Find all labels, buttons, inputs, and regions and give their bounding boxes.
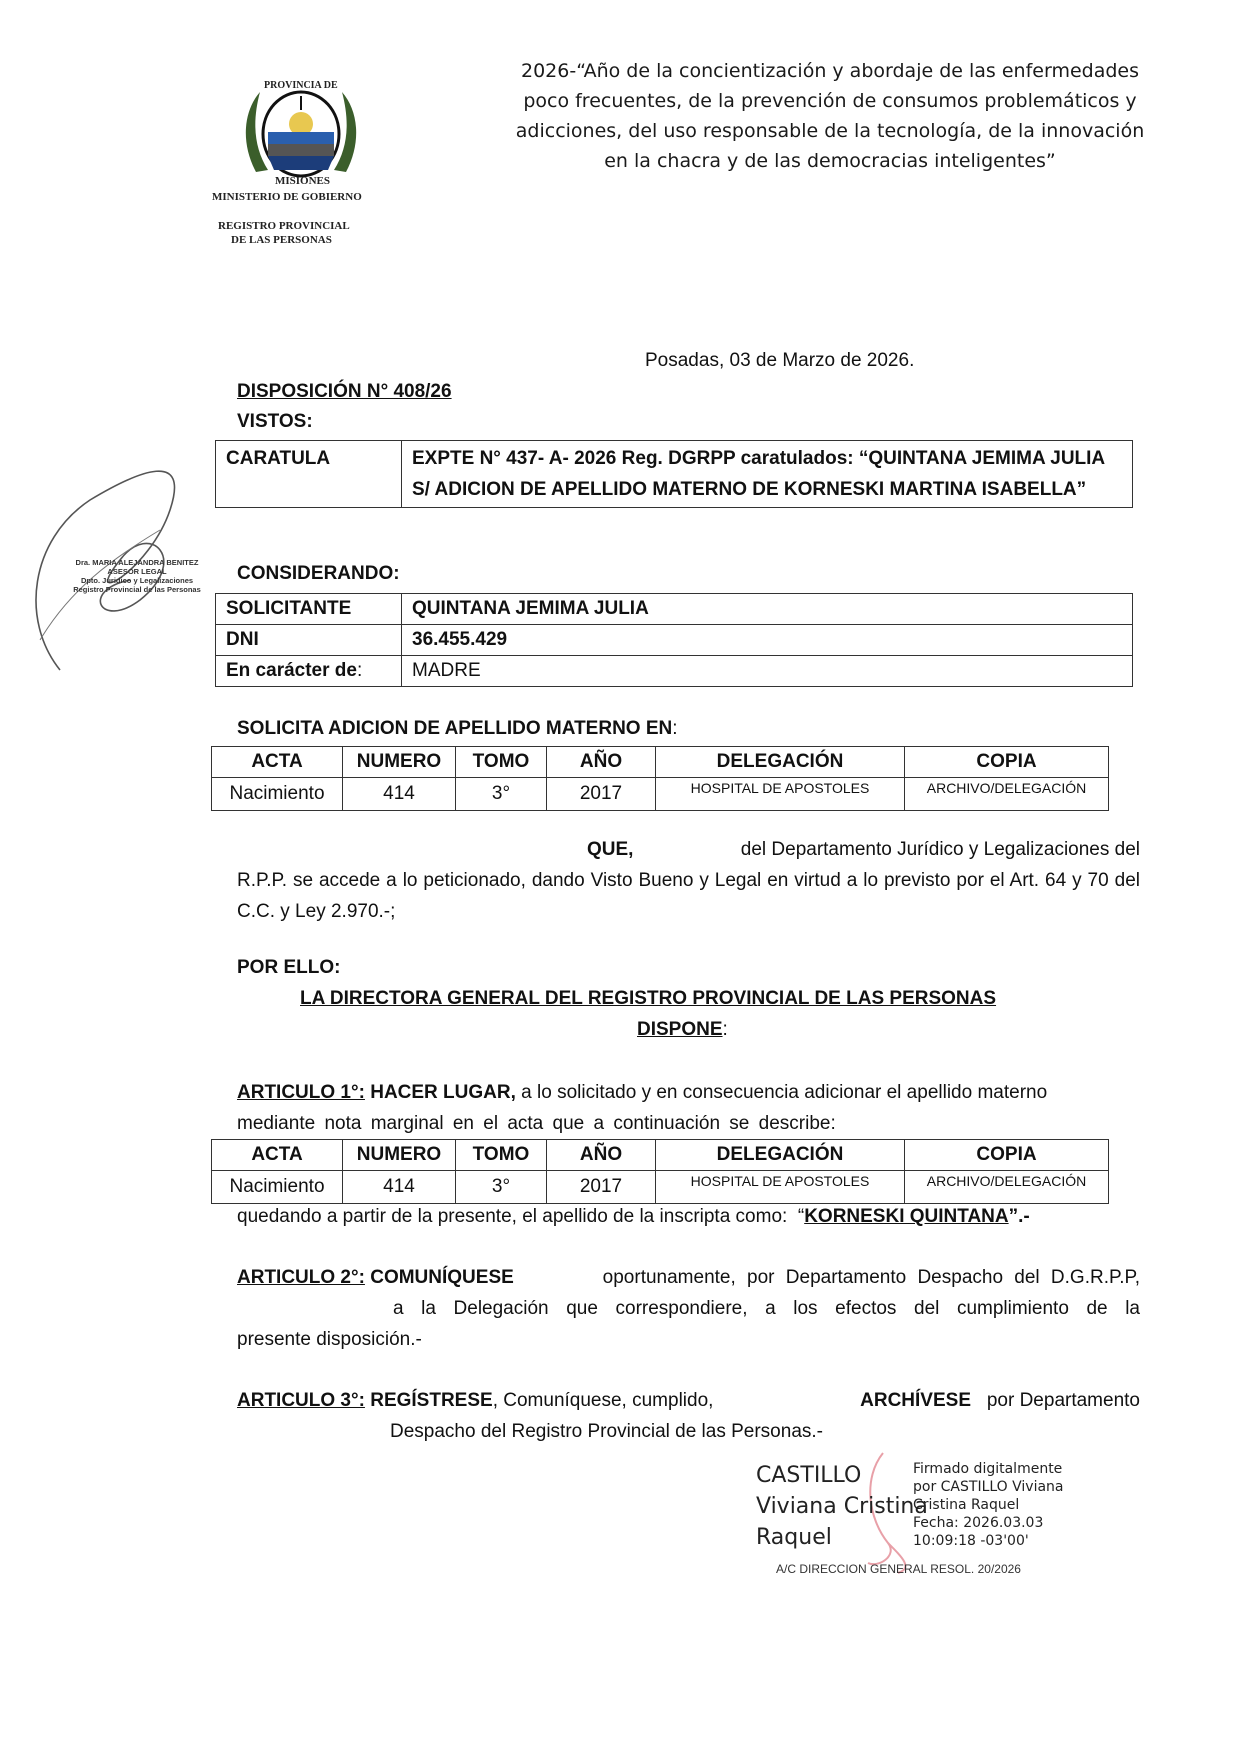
directora-line: LA DIRECTORA GENERAL DEL REGISTRO PROVINCIAL DE LAS PERSONAS [300, 988, 997, 1009]
col-delegacion: DELEGACIÓN [656, 747, 905, 778]
signer-name-line: CASTILLO [756, 1463, 862, 1488]
articulo2-label: ARTICULO 2°: [237, 1267, 365, 1288]
solicita-colon: : [672, 718, 678, 739]
considerando-table [215, 593, 1133, 687]
province-seal [238, 82, 364, 190]
cell-tomo: 3° [456, 778, 547, 811]
signer-name [756, 1460, 928, 1553]
articulo3-text2: por Departamento [986, 1390, 1140, 1411]
col-anio: AÑO [547, 747, 656, 778]
acta-table-articulo1 [211, 1139, 1109, 1204]
motto-line: adicciones, del uso responsable de la tecnología, de la innovación [515, 120, 1145, 142]
caracter-colon: : [356, 660, 363, 681]
articulo1-label: ARTICULO 1°: [237, 1082, 365, 1103]
solicitante-label: SOLICITANTE [216, 594, 402, 625]
stamp-line: Dpto. Juridico y Legalizaciones [80, 576, 194, 585]
articulo1-text2: mediante nota marginal en el acta que a continuación se describe: [237, 1113, 836, 1134]
col-numero: NUMERO [343, 747, 456, 778]
por-ello: POR ELLO: [237, 957, 341, 978]
year-motto [500, 56, 1160, 176]
stamp-line: Dra. MARIA ALEJANDRA BENITEZ [75, 558, 199, 567]
cell-delegacion: HOSPITAL DE APOSTOLES [656, 778, 905, 811]
que-first-line [587, 834, 1140, 865]
signer-name-line: Viviana Cristina [756, 1494, 928, 1519]
signer-name-line: Raquel [756, 1525, 832, 1550]
solicita-text: SOLICITA ADICION DE APELLIDO MATERNO EN [237, 718, 673, 739]
articulo3-line1 [237, 1385, 1140, 1416]
cell-anio: 2017 [547, 1171, 656, 1204]
dispone-word: DISPONE [637, 1019, 723, 1040]
caracter-label: En carácter de [226, 660, 357, 681]
que-keyword: QUE, [587, 839, 634, 860]
que-text-first: del Departamento Jurídico y Legalizaciones del [740, 839, 1140, 860]
table-row [216, 625, 1133, 656]
cell-tomo: 3° [456, 1171, 547, 1204]
articulo3-text1: , Comuníquese, cumplido, [492, 1390, 714, 1411]
table-row [216, 656, 1133, 687]
date-line: Posadas, 03 de Marzo de 2026. [645, 350, 915, 371]
solicitante-value: QUINTANA JEMIMA JULIA [402, 594, 1133, 625]
motto-line: poco frecuentes, de la prevención de consumos problemáticos y [523, 90, 1137, 112]
table-row [216, 594, 1133, 625]
open-quote: “ [797, 1206, 805, 1227]
articulo2-text1: oportunamente, por Departamento Despacho del D.G.R.P.P, [602, 1267, 1140, 1288]
signature-footer: A/C DIRECCION GENERAL RESOL. 20/2026 [776, 1562, 1021, 1576]
solicita-heading [237, 718, 678, 740]
registry-name-line2: DE LAS PERSONAS [231, 234, 332, 246]
articulo1-result [237, 1201, 1140, 1232]
cell-numero: 414 [343, 1171, 456, 1204]
seal-text-bottom: MISIONES [275, 175, 331, 187]
caracter-cell [216, 656, 402, 687]
cell-copia: ARCHIVO/DELEGACIÓN [905, 778, 1109, 811]
table-row [212, 1171, 1109, 1204]
motto-line: en la chacra y de las democracias inteligentes” [604, 150, 1056, 172]
considerando-label: CONSIDERANDO: [237, 563, 400, 584]
caratula-table [215, 440, 1133, 508]
que-text-rest: R.P.P. se accede a lo peticionado, dando Visto Bueno y Legal en virtud a lo previsto por el Art. 64 y 70 del C.C. y Ley 2.970.-; [237, 870, 1140, 922]
articulo3-label: ARTICULO 3°: [237, 1390, 365, 1411]
articulo3-keyword1: REGÍSTRESE [370, 1390, 493, 1411]
disposition-number: DISPOSICIÓN N° 408/26 [237, 381, 452, 402]
cell-acta: Nacimiento [212, 1171, 343, 1204]
caratula-label: CARATULA [216, 441, 402, 508]
vistos-label: VISTOS: [237, 411, 313, 432]
articulo1-keyword: HACER LUGAR, [370, 1082, 516, 1103]
dispone-line [637, 1019, 728, 1041]
cell-copia: ARCHIVO/DELEGACIÓN [905, 1171, 1109, 1204]
articulo1-line1 [237, 1077, 1140, 1108]
cell-delegacion: HOSPITAL DE APOSTOLES [656, 1171, 905, 1204]
col-copia: COPIA [905, 1140, 1109, 1171]
acta-table [211, 746, 1109, 811]
articulo2-text3: presente disposición.- [237, 1329, 422, 1350]
table-row [212, 778, 1109, 811]
articulo3-keyword2: ARCHÍVESE [860, 1390, 971, 1411]
col-delegacion: DELEGACIÓN [656, 1140, 905, 1171]
col-acta: ACTA [212, 747, 343, 778]
registry-name-line1: REGISTRO PROVINCIAL [218, 220, 350, 232]
ministry-name: MINISTERIO DE GOBIERNO [212, 191, 362, 203]
legal-advisor-stamp [72, 558, 202, 594]
stamp-line: Registro Provincial de las Personas [73, 585, 201, 594]
col-acta: ACTA [212, 1140, 343, 1171]
new-surname: KORNESKI QUINTANA [804, 1206, 1009, 1227]
caracter-value: MADRE [402, 656, 1133, 687]
articulo2-keyword: COMUNÍQUESE [370, 1267, 514, 1288]
close-quote: ”.- [1008, 1206, 1030, 1227]
dni-value: 36.455.429 [402, 625, 1133, 656]
signature-meta-line: por CASTILLO Viviana [913, 1479, 1064, 1495]
col-tomo: TOMO [456, 1140, 547, 1171]
col-numero: NUMERO [343, 1140, 456, 1171]
signature-meta-line: Firmado digitalmente [913, 1461, 1063, 1477]
signature-meta-line: Cristina Raquel [913, 1497, 1020, 1513]
dispone-colon: : [722, 1019, 728, 1040]
col-anio: AÑO [547, 1140, 656, 1171]
articulo2-text2: a la Delegación que correspondiere, a los efectos del cumplimiento de la [393, 1298, 1140, 1319]
dni-label: DNI [216, 625, 402, 656]
cell-acta: Nacimiento [212, 778, 343, 811]
cell-numero: 414 [343, 778, 456, 811]
table-header-row [212, 1140, 1109, 1171]
signature-meta-line: 10:09:18 -03'00' [913, 1533, 1029, 1549]
signature-metadata [913, 1460, 1064, 1550]
articulo1-text1: a lo solicitado y en consecuencia adicionar el apellido materno [521, 1082, 1048, 1103]
articulo3-text3: Despacho del Registro Provincial de las Personas.- [390, 1421, 823, 1442]
articulo2-line1 [237, 1262, 1140, 1293]
table-header-row [212, 747, 1109, 778]
signature-meta-line: Fecha: 2026.03.03 [913, 1515, 1044, 1531]
cell-anio: 2017 [547, 778, 656, 811]
motto-line: 2026-“Año de la concientización y abordaje de las enfermedades [521, 60, 1139, 82]
col-copia: COPIA [905, 747, 1109, 778]
caratula-text: EXPTE N° 437- A- 2026 Reg. DGRPP caratulados: “QUINTANA JEMIMA JULIA S/ ADICION DE APELLIDO MATERNO DE KORNESKI MARTINA ISABELLA” [402, 441, 1133, 508]
col-tomo: TOMO [456, 747, 547, 778]
articulo1-after-table: quedando a partir de la presente, el apellido de la inscripta como: [237, 1206, 788, 1227]
seal-text-top: PROVINCIA DE [264, 80, 338, 91]
stamp-line: ASESOR LEGAL [107, 567, 167, 576]
